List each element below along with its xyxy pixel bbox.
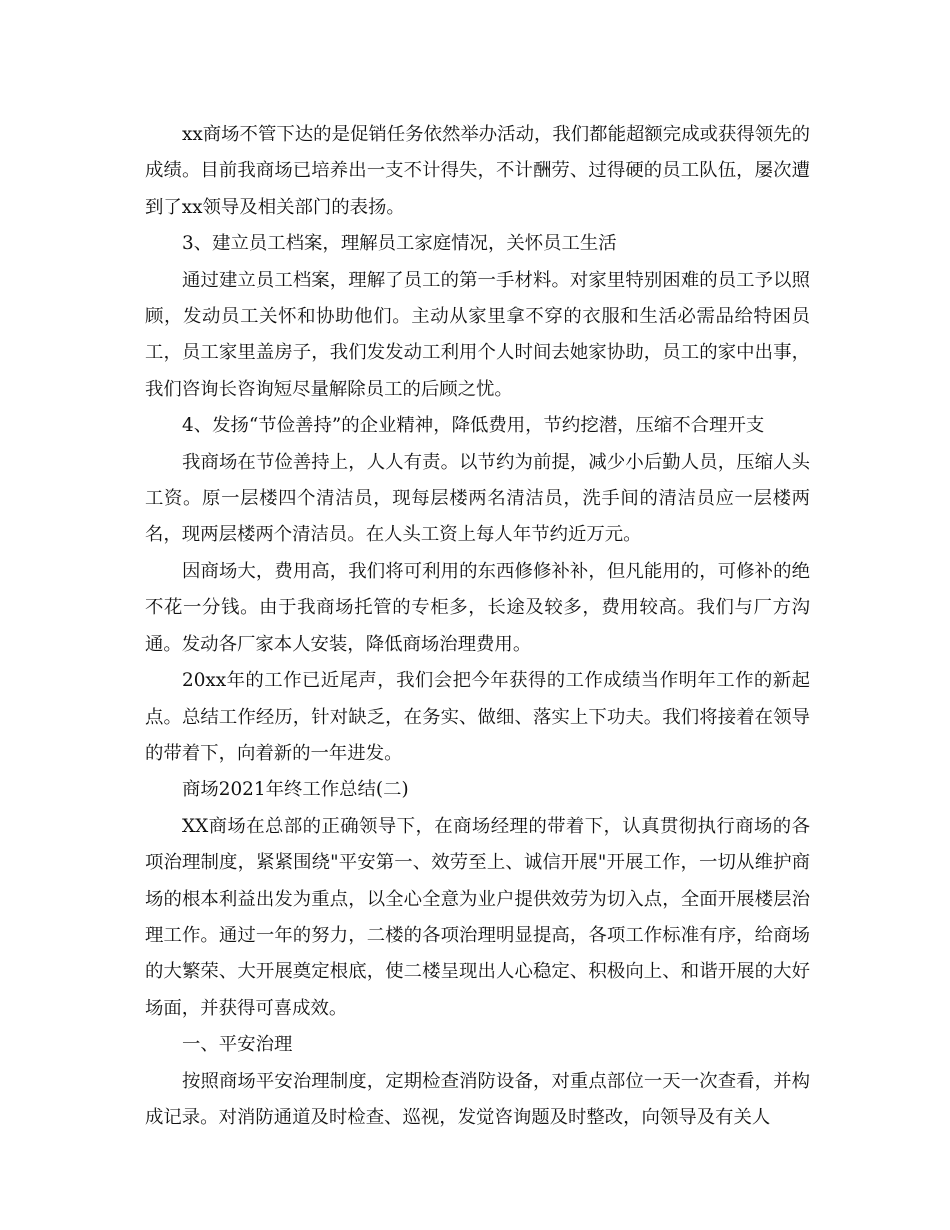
paragraph-year-end-outlook: 20xx年的工作已近尾声，我们会把今年获得的工作成绩当作明年工作的新起点。总结工作经历，针对缺乏，在务实、做细、落实上下功夫。我们将接着在领导的带着下，向着新的一年进发。 — [145, 670, 810, 764]
paragraph-floor-management: XX商场在总部的正确领导下，在商场经理的带着下，认真贯彻执行商场的各项治理制度，紧紧围绕"平安第一、效劳至上、诚信开展"开展工作，一切从维护商场的根本利益出发为重点，以全心全意为业户提供效劳为切入点，全面开展楼层治理工作。通过一年的努力，二楼的各项治理明显提高，各项工作标准有序，给商场的大繁荣、大开展奠定根底，使二楼呈现出人心稳定、积极向上、和谐开展的大好场面，并获得可喜成效。 — [145, 815, 810, 1019]
paragraph-promotion-results: xx商场不管下达的是促销任务依然举办活动，我们都能超额完成或获得领先的成绩。目前我商场已培养出一支不计得失，不计酬劳、过得硬的员工队伍，屡次遭到了xx领导及相关部门的表扬。 — [145, 124, 810, 218]
heading-employee-records: 3、建立员工档案，理解员工家庭情况，关怀员工生活 — [182, 233, 617, 255]
heading-safety-management: 一、平安治理 — [182, 1034, 293, 1056]
heading-thrift-spirit: 4、发扬“节俭善持”的企业精神，降低费用，节约挖潜，压缩不合理开支 — [182, 415, 765, 437]
paragraph-fire-safety-checks: 按照商场平安治理制度，定期检查消防设备，对重点部位一天一次查看，并构成记录。对消防通道及时检查、巡视，发觉咨询题及时整改，向领导及有关人 — [145, 1070, 810, 1128]
section-title-summary-two: 商场2021年终工作总结(二) — [182, 779, 409, 801]
paragraph-staff-cost-savings: 我商场在节俭善持上，人人有责。以节约为前提，减少小后勤人员，压缩人头工资。原一层楼四个清洁员，现每层楼两名清洁员，洗手间的清洁员应一层楼两名，现两层楼两个清洁员。在人头工资上每人年节约近万元。 — [145, 451, 810, 546]
paragraph-employee-care: 通过建立员工档案，理解了员工的第一手材料。对家里特别困难的员工予以照顾，发动员工关怀和协助他们。主动从家里拿不穿的衣服和生活必需品给特困员工，员工家里盖房子，我们发发动工利用个人时间去她家协助，员工的家中出事，我们咨询长咨询短尽量解除员工的后顾之忧。 — [145, 269, 810, 400]
document-body — [145, 117, 810, 1136]
paragraph-repair-savings: 因商场大，费用高，我们将可利用的东西修修补补，但凡能用的，可修补的绝不花一分钱。由于我商场托管的专柜多，长途及较多，费用较高。我们与厂方沟通。发动各厂家本人安装，降低商场治理费用。 — [145, 560, 810, 655]
